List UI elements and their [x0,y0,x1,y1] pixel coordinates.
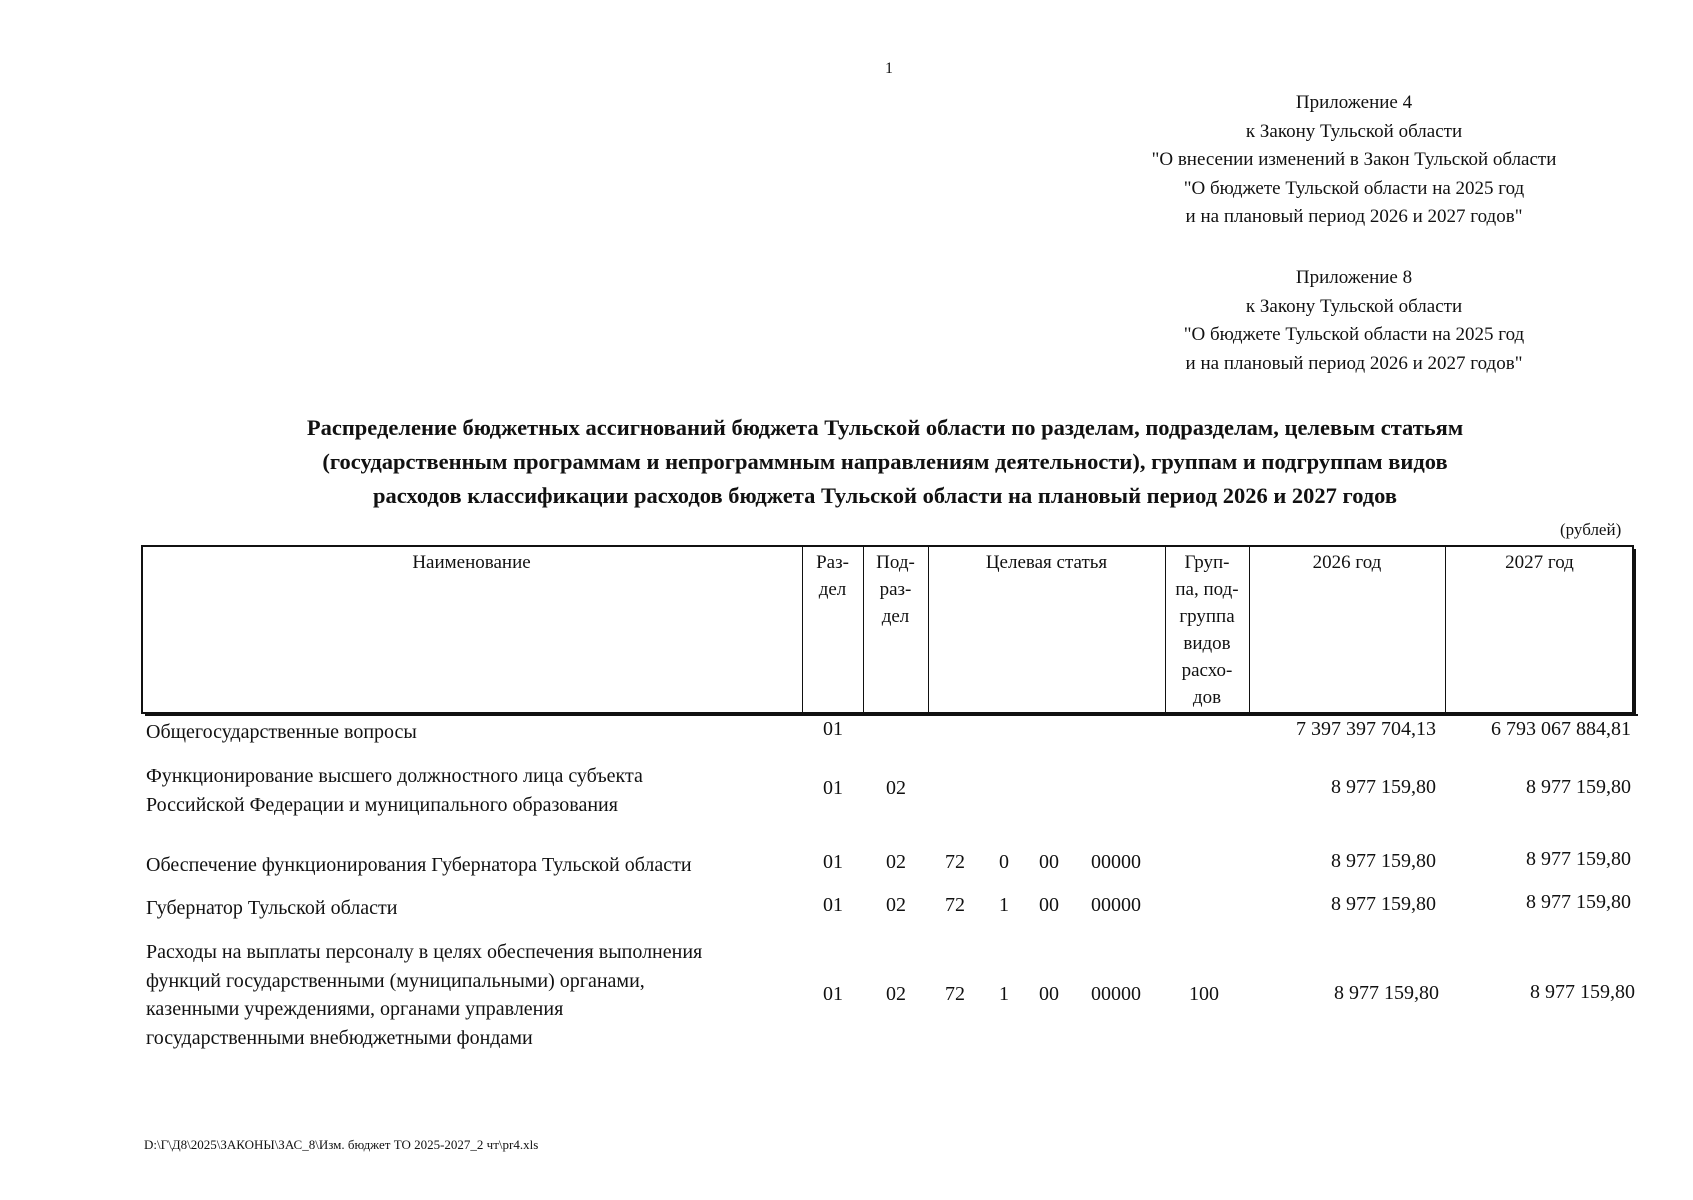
row-name [146,851,692,880]
row-name-line: функций государственными (муниципальными) органами, [146,969,645,992]
table-header [141,545,1634,714]
row-value-2027: 8 977 159,80 [1526,891,1631,913]
table-row [141,891,1636,924]
row-expense-group: 100 [1189,983,1219,1005]
row-section: 01 [823,777,843,799]
row-target-subprogram: 1 [999,894,1009,916]
table-row [141,718,1636,748]
row-name-line: Губернатор Тульской области [146,897,398,919]
row-name [146,938,702,1052]
annex-line: к Закону Тульской области [1245,295,1463,317]
annex-line: и на плановый период 2026 и 2027 годов" [1185,352,1523,374]
row-target-event: 00 [1039,851,1059,873]
row-section: 01 [823,718,843,740]
header-name: Наименование [412,552,531,573]
header-group-line: Груп- [1184,552,1230,573]
row-value-2026: 7 397 397 704,13 [1296,718,1436,740]
header-year-2027: 2027 год [1505,552,1574,573]
row-target-program: 72 [945,983,965,1005]
header-group-line: па, под- [1175,579,1239,600]
row-target-subprogram: 1 [999,983,1009,1005]
row-value-2026: 8 977 159,80 [1331,850,1436,872]
annex-line: "О бюджете Тульской области на 2025 год [1183,177,1525,199]
row-subsection: 02 [886,851,906,873]
table-row [141,848,1636,881]
row-value-2027: 6 793 067 884,81 [1491,718,1631,740]
annex-line: Приложение 8 [1295,267,1413,288]
row-name [146,762,643,819]
header-target-article: Целевая статья [985,552,1108,573]
title-line: Распределение бюджетных ассигнований бюджета Тульской области по разделам, подразделам, целевым статьям [306,415,1464,440]
page-number: 1 [885,60,893,77]
row-name-line: Функционирование высшего должностного лица субъекта [146,765,643,787]
annex-line: Приложение 4 [1295,92,1413,113]
table-row [141,762,1636,822]
row-target-event: 00 [1039,894,1059,916]
table-row [141,938,1636,1054]
header-border-bottom [145,714,1638,716]
row-name-line: Расходы на выплаты персоналу в целях обеспечения выполнения [146,941,703,963]
file-path-footer: D:\Г\Д8\2025\ЗАКОНЫ\ЗАС_8\Изм. бюджет ТО 2025-2027_2 чт\pr4.xls [144,1137,539,1152]
row-value-2027: 8 977 159,80 [1530,981,1635,1003]
annex-line: к Закону Тульской области [1245,120,1463,142]
title-line: (государственным программам и непрограммным направлениям деятельности), группам и подгруппам видов [322,449,1448,474]
row-value-2026: 8 977 159,80 [1334,982,1439,1004]
row-name [146,894,397,923]
row-section: 01 [823,894,843,916]
row-target-program: 72 [945,894,965,916]
row-subsection: 02 [886,894,906,916]
header-section-line: дел [818,579,847,600]
row-name-line: казенными учреждениями, органами управления [146,998,564,1020]
header-group-line: дов [1192,687,1222,708]
annex-line: "О внесении изменений в Закон Тульской области [1151,149,1557,170]
header-year-2026: 2026 год [1312,552,1382,573]
units-label: (рублей) [1560,520,1622,539]
row-target-subprogram: 0 [999,851,1009,873]
title-line: расходов классификации расходов бюджета Тульской области на плановый период 2026 и 2027 годов [372,483,1398,508]
header-expense-group [1165,549,1249,711]
row-name [146,718,417,747]
row-target-program: 72 [945,851,965,873]
header-group-line: группа [1179,606,1235,627]
header-subsection [863,549,928,630]
header-section [802,549,863,603]
header-subsection-line: Под- [876,552,915,573]
header-border-right [1634,549,1636,716]
header-group-line: расхо- [1181,660,1233,681]
annex-4-header [1094,89,1614,232]
document-title [160,411,1610,513]
row-target-direction: 00000 [1091,894,1141,916]
row-target-direction: 00000 [1091,983,1141,1005]
header-group-line: видов [1183,633,1231,654]
row-name-line: Обеспечение функционирования Губернатора Тульской области [146,854,692,876]
row-subsection: 02 [886,983,906,1005]
row-name-line: Общегосударственные вопросы [146,721,417,743]
header-section-line: Раз- [816,552,849,573]
row-value-2027: 8 977 159,80 [1526,776,1631,798]
row-value-2026: 8 977 159,80 [1331,776,1436,798]
annex-8-header [1094,264,1614,378]
row-value-2026: 8 977 159,80 [1331,893,1436,915]
annex-line: "О бюджете Тульской области на 2025 год [1183,324,1525,345]
row-section: 01 [823,851,843,873]
row-target-direction: 00000 [1091,851,1141,873]
header-subsection-line: раз- [879,579,912,600]
row-subsection: 02 [886,777,906,799]
row-target-event: 00 [1039,983,1059,1005]
row-section: 01 [823,983,843,1005]
header-subsection-line: дел [881,606,910,627]
row-name-line: Российской Федерации и муниципального образования [146,793,618,816]
annex-line: и на плановый период 2026 и 2027 годов" [1185,206,1523,227]
row-name-line: государственными внебюджетными фондами [146,1026,533,1049]
row-value-2027: 8 977 159,80 [1526,848,1631,870]
